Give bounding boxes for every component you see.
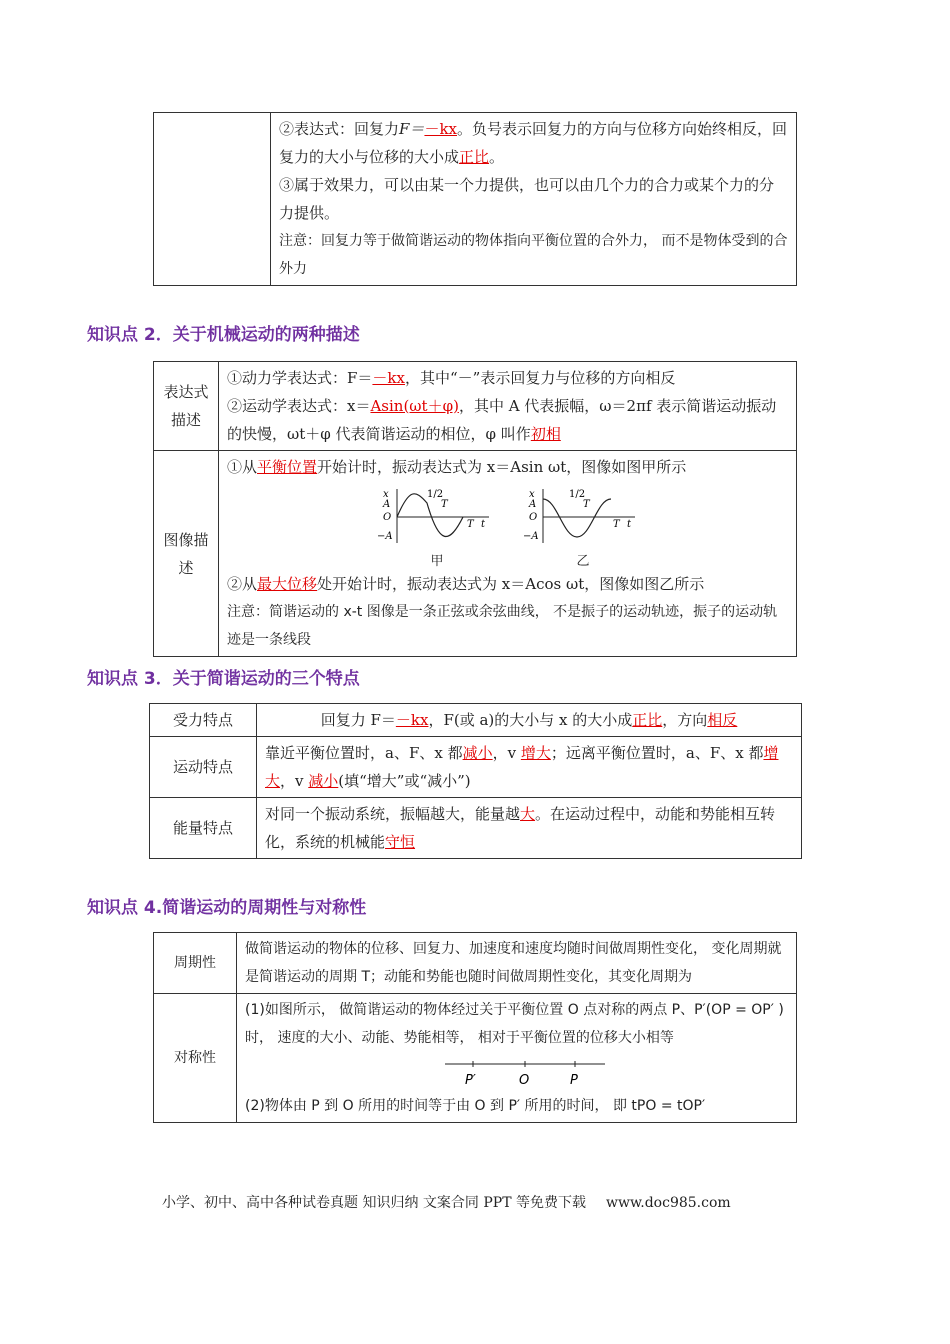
- graph-jia: [377, 487, 497, 570]
- graph-note: 注意：简谐运动的 x-t 图像是一条正弦或余弦曲线， 不是振子的运动轨迹，振子的运动轨迹是一条线段: [227, 604, 778, 648]
- footer-url[interactable]: www.doc985.com: [605, 1195, 731, 1211]
- answer-large: 大: [520, 805, 536, 823]
- svg-text:A: A: [383, 499, 391, 510]
- periodicity-content: [237, 933, 797, 994]
- energy-a: 对同一个振动系统，振幅越大，能量越: [265, 805, 521, 823]
- svg-text:−A: −A: [377, 531, 393, 542]
- answer-increase-2: 增大: [265, 744, 779, 790]
- motion-e: (填“增大”或“减小”): [338, 772, 471, 790]
- top-table-empty-cell: [154, 113, 271, 286]
- answer-proportional: 正比: [459, 148, 490, 166]
- point-o: O: [519, 1073, 530, 1088]
- sine-graph: [377, 487, 497, 545]
- answer-kx-3: －kx: [395, 711, 429, 729]
- graph-line2: ②从: [227, 575, 258, 593]
- label-periodicity-text: 周期性: [174, 955, 216, 971]
- svg-text:A: A: [529, 499, 537, 510]
- label-energy-text: 能量特点: [172, 819, 233, 837]
- answer-max-displacement: 最大位移: [257, 575, 318, 593]
- label-expression-text: 表达式描述: [163, 383, 209, 429]
- force-mid: ，F(或 a)的大小与 x 的大小成: [428, 711, 633, 729]
- point-p: P: [570, 1073, 578, 1088]
- label-symmetry: [154, 994, 237, 1123]
- label-motion-text: 运动特点: [172, 758, 233, 776]
- section-2-heading: 知识点 2．关于机械运动的两种描述: [87, 325, 360, 345]
- svg-text:O: O: [529, 512, 538, 523]
- answer-decrease-2: 减小: [308, 772, 339, 790]
- label-graph: [154, 451, 219, 657]
- energy-content: [257, 798, 802, 859]
- answer-proportional-2: 正比: [632, 711, 663, 729]
- motion-a: 靠近平衡位置时，a、F、x 都: [265, 744, 463, 762]
- answer-kx-2: －kx: [372, 369, 405, 387]
- graph-content: [219, 451, 797, 657]
- label-symmetry-text: 对称性: [174, 1050, 216, 1066]
- svg-text:T: T: [583, 499, 590, 510]
- motion-c: ；远离平衡位置时，a、F、x 都: [550, 744, 764, 762]
- label-force: [150, 704, 257, 737]
- label-motion: [150, 737, 257, 798]
- graph-line1-rest: 开始计时，振动表达式为 x＝Asin ωt，图像如图甲所示: [317, 458, 687, 476]
- svg-text:T: T: [467, 519, 474, 530]
- svg-text:x: x: [529, 489, 535, 500]
- expr-f: F＝: [399, 120, 425, 138]
- svg-text:t: t: [627, 519, 632, 530]
- expr-end: 。: [489, 148, 505, 166]
- svg-text:x: x: [383, 489, 389, 500]
- label-graph-text: 图像描述: [163, 530, 209, 577]
- answer-opposite: 相反: [707, 711, 738, 729]
- symmetry-text-1: (1)如图所示， 做简谐运动的物体经过关于平衡位置 O 点对称的两点 P、P′(OP = OP′ )时， 速度的大小、动能、势能相等， 相对于平衡位置的位移大小相等: [245, 1002, 784, 1046]
- dynamic-expr-rest: ，其中“－”表示回复力与位移的方向相反: [404, 369, 676, 387]
- top-table: [153, 112, 797, 286]
- caption-yi: 乙: [576, 554, 590, 569]
- half-label-right: 1/2: [569, 489, 586, 500]
- motion-content: [257, 737, 802, 798]
- periodicity-text: 做简谐运动的物体的位移、回复力、加速度和速度均随时间做周期性变化， 变化周期就是简谐运动的周期 T；动能和势能也随时间做周期性变化，其变化周期为: [245, 941, 782, 985]
- svg-text:T: T: [613, 519, 620, 530]
- symmetry-text-2: (2)物体由 P 到 O 所用的时间等于由 O 到 P′ 所用的时间， 即 tPO = tOP′: [245, 1098, 706, 1114]
- answer-equilibrium: 平衡位置: [257, 458, 318, 476]
- label-expression: [154, 362, 219, 451]
- answer-initial-phase: 初相: [530, 425, 561, 443]
- symmetry-diagram: [435, 1052, 635, 1092]
- svg-text:T: T: [441, 499, 448, 510]
- graphs: [377, 487, 788, 570]
- answer-conserved: 守恒: [385, 833, 416, 851]
- section-4-heading: 知识点 4.简谐运动的周期性与对称性: [87, 898, 367, 918]
- label-periodicity: [154, 933, 237, 994]
- expr-text2: 。负号表示回复力的方向与位移方向始终相反，回复力的大小与位移的大小成: [279, 120, 788, 166]
- kinematic-expr: ②运动学表达式：x＝: [227, 397, 371, 415]
- section-2-table: [153, 361, 797, 657]
- motion-b: ，v: [492, 744, 521, 762]
- force-mid2: ，方向: [662, 711, 708, 729]
- half-label-left: 1/2: [427, 489, 444, 500]
- top-table-content: [271, 113, 797, 286]
- note-text: 注意：回复力等于做简谐运动的物体指向平衡位置的合外力， 而不是物体受到的合外力: [279, 233, 788, 277]
- effect-force-text: ③属于效果力，可以由某一个力提供，也可以由几个力的合力或某个力的分力提供。: [279, 176, 775, 222]
- symmetry-content: [237, 994, 797, 1123]
- caption-jia: 甲: [430, 554, 444, 569]
- dynamic-expr: ①动力学表达式：F＝: [227, 369, 373, 387]
- point-p-prime: P′: [465, 1073, 476, 1088]
- force-content: [257, 704, 802, 737]
- label-force-text: 受力特点: [172, 711, 233, 729]
- footer-text: 小学、初中、高中各种试卷真题 知识归纳 文案合同 PPT 等免费下载: [162, 1195, 586, 1211]
- energy-b: 。在运动过程中，动能和势能相互转化，系统的机械能: [265, 805, 776, 851]
- kinematic-expr-rest: ，其中 A 代表振幅，ω＝2πf 表示简谐运动振动的快慢，ωt＋φ 代表简谐运动的相位，φ 叫作: [227, 397, 777, 443]
- answer-asin: Asin(ωt＋φ): [370, 397, 459, 415]
- footer: [162, 1192, 731, 1212]
- motion-d: ，v: [280, 772, 309, 790]
- graph-line2-rest: 处开始计时，振动表达式为 x＝Acos ωt，图像如图乙所示: [317, 575, 705, 593]
- cosine-graph: [523, 487, 643, 545]
- graph-line1: ①从: [227, 458, 258, 476]
- section-3-table: [149, 703, 802, 859]
- svg-text:−A: −A: [523, 531, 539, 542]
- label-energy: [150, 798, 257, 859]
- expression-content: [219, 362, 797, 451]
- answer-decrease-1: 减小: [462, 744, 493, 762]
- section-3-heading: 知识点 3．关于简谐运动的三个特点: [87, 669, 360, 689]
- force-text: 回复力 F＝: [320, 711, 396, 729]
- svg-text:O: O: [383, 512, 392, 523]
- graph-yi: [523, 487, 643, 570]
- section-4-table: [153, 932, 797, 1123]
- expr-text: ②表达式：回复力: [279, 120, 400, 138]
- answer-kx: －kx: [424, 120, 457, 138]
- answer-increase-1: 增大: [520, 744, 551, 762]
- svg-text:t: t: [481, 519, 486, 530]
